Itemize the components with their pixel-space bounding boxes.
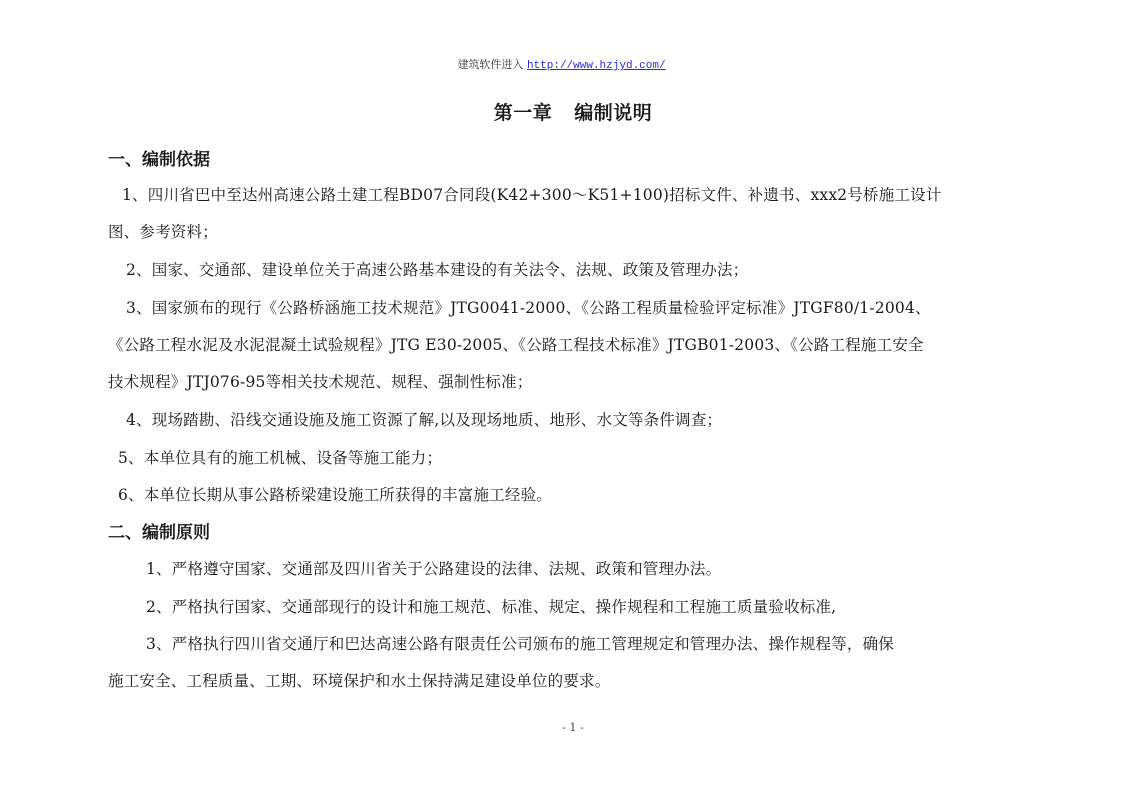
basis-item-3-cont-1: 《公路工程水泥及水泥混凝土试验规程》JTG E30-2005、《公路工程技术标准》JTGB01-2003、《公路工程施工安全 [108, 336, 924, 354]
basis-item-2: 2、国家、交通部、建设单位关于高速公路基本建设的有关法令、法规、政策及管理办法； [126, 261, 749, 279]
header-link[interactable]: http://www.hzjyd.com/ [526, 60, 666, 72]
page-header [0, 56, 1123, 72]
chapter-number: 第一章 [493, 102, 553, 124]
basis-item-4: 4、现场踏勘、沿线交通设施及施工资源了解,以及现场地质、地形、水文等条件调查； [126, 411, 723, 429]
basis-item-3: 3、国家颁布的现行《公路桥涵施工技术规范》JTG0041-2000、《公路工程质量检验评定标准》JTGF80/1-2004、 [126, 299, 931, 317]
page-title [0, 98, 1123, 125]
principle-item-2: 2、严格执行国家、交通部现行的设计和施工规范、标准、规定、操作规程和工程施工质量验收标准, [146, 598, 837, 616]
principle-item-3: 3、严格执行四川省交通厅和巴达高速公路有限责任公司颁布的施工管理规定和管理办法、操作规程等，确保 [146, 635, 894, 653]
basis-item-1: 1、四川省巴中至达州高速公路土建工程BD07合同段(K42+300～K51+100)招标文件、补遗书、xxx2号桥施工设计 [122, 186, 942, 204]
basis-item-3-cont-2: 技术规程》JTJ076-95等相关技术规范、规程、强制性标准； [108, 373, 533, 391]
section-heading-basis: 一、编制依据 [108, 150, 210, 170]
principle-item-1: 1、严格遵守国家、交通部及四川省关于公路建设的法律、法规、政策和管理办法。 [146, 560, 722, 578]
page-number: - 1 - [562, 721, 584, 734]
principle-item-3-cont: 施工安全、工程质量、工期、环境保护和水土保持满足建设单位的要求。 [108, 672, 611, 690]
section-heading-principles: 二、编制原则 [108, 523, 210, 543]
basis-item-1-cont: 图、参考资料； [108, 223, 218, 241]
basis-item-6: 6、本单位长期从事公路桥梁建设施工所获得的丰富施工经验。 [118, 486, 552, 504]
chapter-name: 编制说明 [574, 102, 653, 124]
header-prefix: 建筑软件进入 [457, 58, 524, 71]
basis-item-5: 5、本单位具有的施工机械、设备等施工能力； [118, 449, 443, 467]
